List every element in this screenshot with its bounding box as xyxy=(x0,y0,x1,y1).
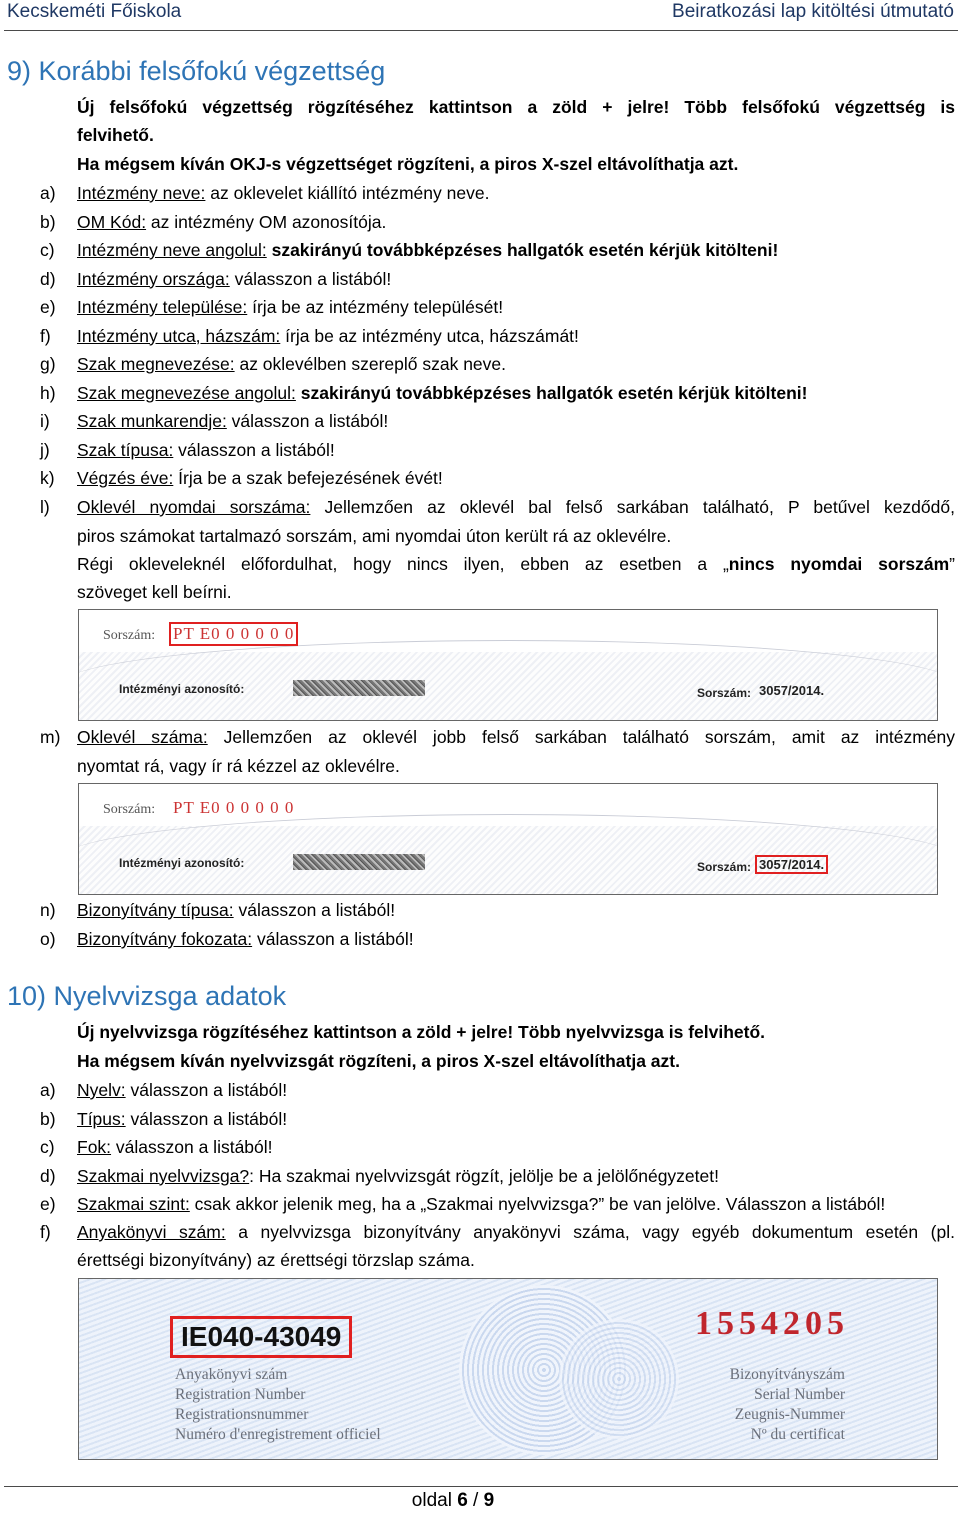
diploma-wave-line xyxy=(78,640,938,721)
list-item-term: Szak megnevezése angolul: xyxy=(77,382,296,403)
header-institution: Kecskeméti Főiskola xyxy=(7,1,182,22)
item-l-term: Oklevél nyomdai sorszáma: xyxy=(77,497,311,517)
section-9-intro-1: Új felsőfokú végzettség rögzítéséhez kattintson a zöld + jelre! Több felsőfokú végzettség is xyxy=(77,97,955,117)
list-item xyxy=(77,411,388,432)
item-f-text-1: a nyelvvizsga bizonyítvány anyakönyvi száma, vagy egyéb dokumentum esetén (pl. xyxy=(225,1222,955,1242)
page-header xyxy=(0,0,960,30)
list-label: h) xyxy=(40,382,56,403)
diploma-institution-id-label: Intézményi azonosító: xyxy=(119,856,245,870)
item-f-line-2: érettségi bizonyítvány) az érettségi törzslap száma. xyxy=(77,1250,475,1270)
header-divider xyxy=(4,30,958,31)
item-o-term: Bizonyítvány fokozata: xyxy=(77,929,253,949)
item-l-line-2: piros számokat tartalmazó sorszám, ami nyomdai úton került rá az oklevélre. xyxy=(77,526,672,546)
list-label: n) xyxy=(40,900,56,920)
list-item xyxy=(77,468,443,489)
diploma-print-serial: PT E0 0 0 0 0 0 xyxy=(173,798,295,817)
list-item-term: Intézmény települése: xyxy=(77,297,248,317)
list-label: f) xyxy=(40,1222,51,1242)
item-l-text-1: Jellemzően az oklevél bal felső sarkában található, P betűvel kezdődő, xyxy=(310,497,955,517)
item-n xyxy=(77,900,395,921)
list-item xyxy=(77,1109,287,1130)
list-item-text: válasszon a listából! xyxy=(125,1080,288,1100)
certificate-label: Nº du certificat xyxy=(750,1426,845,1443)
diploma-sorszam2-label: Sorszám: xyxy=(697,686,752,700)
list-label: c) xyxy=(40,1137,55,1157)
diploma-institution-id-label: Intézményi azonosító: xyxy=(119,682,245,696)
section-10-heading: 10) Nyelvvizsga adatok xyxy=(7,981,287,1011)
item-o-text: válasszon a listából! xyxy=(252,929,414,949)
list-item-text: válasszon a listából! xyxy=(173,439,335,460)
footer-prefix: oldal xyxy=(411,1490,458,1511)
list-label: a) xyxy=(40,183,56,203)
list-item-term: Nyelv: xyxy=(77,1080,126,1100)
item-n-term: Bizonyítvány típusa: xyxy=(77,900,234,920)
item-l-text-3a: Régi okleveleknél előfordulhat, hogy nincs ilyen, ebben az esetben a „ xyxy=(77,554,729,574)
list-item-term: Szak típusa: xyxy=(77,439,174,460)
diploma-sorszam2-label: Sorszám: xyxy=(697,860,752,874)
diploma-institution-id-redacted xyxy=(293,854,425,870)
list-item xyxy=(77,1137,273,1158)
header-document-title: Beiratkozási lap kitöltési útmutató xyxy=(672,1,954,22)
certificate-label: Numéro d'enregistrement officiel xyxy=(175,1426,381,1443)
list-item-term: Intézmény országa: xyxy=(77,268,230,289)
list-item-text: szakirányú továbbképzéses hallgatók esetén kérjük kitölteni! xyxy=(295,382,808,403)
certificate-serial-number: 1554205 xyxy=(695,1305,849,1342)
item-l-text-3b: nincs nyomdai sorszám xyxy=(728,554,950,574)
diploma-sorszam-label: Sorszám: xyxy=(103,628,156,643)
item-m-term: Oklevél száma: xyxy=(77,727,208,747)
list-label: j) xyxy=(40,439,50,460)
list-item xyxy=(77,1080,287,1101)
list-item-text: szakirányú továbbképzéses hallgatók esetén kérjük kitölteni! xyxy=(266,240,779,260)
diploma-wave-line xyxy=(78,814,938,895)
list-label: o) xyxy=(40,929,56,949)
list-item-text: írja be az intézmény települését! xyxy=(247,297,504,317)
footer-separator: / xyxy=(467,1490,484,1511)
certificate-label: Zeugnis-Nummer xyxy=(734,1406,845,1423)
list-item xyxy=(77,326,579,347)
list-item-term: Szakmai nyelvvizsga? xyxy=(77,1165,250,1186)
certificate-right-labels xyxy=(730,1365,845,1445)
diploma-sorszam-label: Sorszám: xyxy=(103,802,156,817)
certificate-label: Registrationsnummer xyxy=(175,1406,309,1423)
diploma-example-image-2 xyxy=(78,783,938,895)
list-item xyxy=(77,297,503,318)
page-footer xyxy=(0,1490,906,1512)
item-l-line-3 xyxy=(77,554,955,575)
certificate-label: Bizonyítványszám xyxy=(729,1366,845,1383)
diploma-number-value: 3057/2014. xyxy=(759,683,825,698)
list-item-term: Végzés éve: xyxy=(77,468,174,488)
list-item xyxy=(77,440,335,461)
list-item xyxy=(77,1166,719,1187)
list-item-text: : Ha szakmai nyelvvizsgát rögzít, jelölje be a jelölőnégyzetet! xyxy=(249,1165,719,1186)
list-item xyxy=(77,240,778,261)
list-item xyxy=(77,183,489,204)
footer-divider xyxy=(4,1486,958,1487)
list-item-term: Intézmény utca, házszám: xyxy=(77,325,281,346)
list-item-text: Írja be a szak befejezésének évét! xyxy=(173,468,443,488)
diploma-example-image-1 xyxy=(78,609,938,721)
certificate-rosette xyxy=(559,1319,679,1439)
list-label: i) xyxy=(40,411,50,431)
item-m-line-2: nyomtat rá, vagy ír rá kézzel az oklevélre. xyxy=(77,756,400,776)
list-item-text: válasszon a listából! xyxy=(125,1108,288,1129)
list-item-term: OM Kód: xyxy=(77,211,147,232)
list-item xyxy=(77,212,386,233)
footer-current-page: 6 xyxy=(457,1490,468,1511)
list-item-term: Intézmény neve: xyxy=(77,183,206,203)
list-item-text: az oklevélben szereplő szak neve. xyxy=(234,354,506,374)
list-item-term: Intézmény neve angolul: xyxy=(77,240,267,260)
diploma-print-serial-highlighted: PT E0 0 0 0 0 0 xyxy=(173,624,295,643)
list-item xyxy=(77,383,807,404)
list-item-term: Típus: xyxy=(77,1108,126,1129)
list-label: b) xyxy=(40,211,56,232)
list-label: e) xyxy=(40,297,56,317)
certificate-label: Anyakönyvi szám xyxy=(175,1366,288,1383)
list-item-text: az intézmény OM azonosítója. xyxy=(146,211,387,232)
section-9-intro-2: Ha mégsem kíván OKJ-s végzettséget rögzíteni, a piros X-szel eltávolíthatja azt. xyxy=(77,154,739,174)
item-n-text: válasszon a listából! xyxy=(233,900,396,920)
list-item xyxy=(77,1194,885,1215)
section-9-heading: 9) Korábbi felsőfokú végzettség xyxy=(7,56,386,86)
section-10-intro-2: Ha mégsem kíván nyelvvizsgát rögzíteni, a piros X-szel eltávolíthatja azt. xyxy=(77,1051,680,1071)
section-10-intro-1: Új nyelvvizsga rögzítéséhez kattintson a zöld + jelre! Több nyelvvizsga is felvihető. xyxy=(77,1022,766,1042)
list-item xyxy=(77,269,391,290)
list-label: d) xyxy=(40,268,56,289)
list-label: m) xyxy=(40,727,61,747)
list-item-text: az oklevelet kiállító intézmény neve. xyxy=(205,183,490,203)
item-m-line-1 xyxy=(77,727,955,748)
list-item-text: válasszon a listából! xyxy=(226,411,389,431)
list-item-text: válasszon a listából! xyxy=(111,1137,273,1157)
certificate-registration-number-highlighted: IE040-43049 xyxy=(173,1319,349,1355)
list-item-term: Fok: xyxy=(77,1137,112,1157)
list-label: b) xyxy=(40,1108,56,1129)
list-item-term: Szak munkarendje: xyxy=(77,411,227,431)
list-item-term: Szak megnevezése: xyxy=(77,354,235,374)
list-label: c) xyxy=(40,240,55,260)
list-item-text: csak akkor jelenik meg, ha a „Szakmai nyelvvizsga?” be van jelölve. Válasszon a listából! xyxy=(189,1194,886,1214)
item-l-text-3c: ” xyxy=(949,554,955,574)
list-label: l) xyxy=(40,497,50,517)
language-certificate-image xyxy=(78,1278,938,1460)
item-f-line-1 xyxy=(77,1222,955,1243)
certificate-left-labels xyxy=(175,1365,381,1445)
list-label: k) xyxy=(40,468,55,488)
list-label: a) xyxy=(40,1080,56,1100)
list-item-term: Szakmai szint: xyxy=(77,1194,190,1214)
diploma-number-value-highlighted: 3057/2014. xyxy=(759,857,825,872)
list-label: f) xyxy=(40,325,51,346)
item-o xyxy=(77,929,414,950)
item-f-term: Anyakönyvi szám: xyxy=(77,1222,226,1242)
list-item-text: írja be az intézmény utca, házszámát! xyxy=(280,325,579,346)
list-item-text: válasszon a listából! xyxy=(229,268,392,289)
item-l-line-4: szöveget kell beírni. xyxy=(77,582,232,602)
certificate-label: Registration Number xyxy=(175,1386,306,1403)
section-9-intro-1b: felvihető. xyxy=(77,125,154,145)
diploma-institution-id-redacted xyxy=(293,680,425,696)
list-label: e) xyxy=(40,1194,56,1214)
item-l-line-1 xyxy=(77,497,955,518)
list-label: g) xyxy=(40,354,56,374)
item-m-text-1: Jellemzően az oklevél jobb felső sarkában található sorszám, amit az intézmény xyxy=(207,727,955,747)
certificate-label: Serial Number xyxy=(754,1386,845,1403)
footer-total-pages: 9 xyxy=(483,1490,495,1511)
list-label: d) xyxy=(40,1165,56,1186)
list-item xyxy=(77,354,506,375)
